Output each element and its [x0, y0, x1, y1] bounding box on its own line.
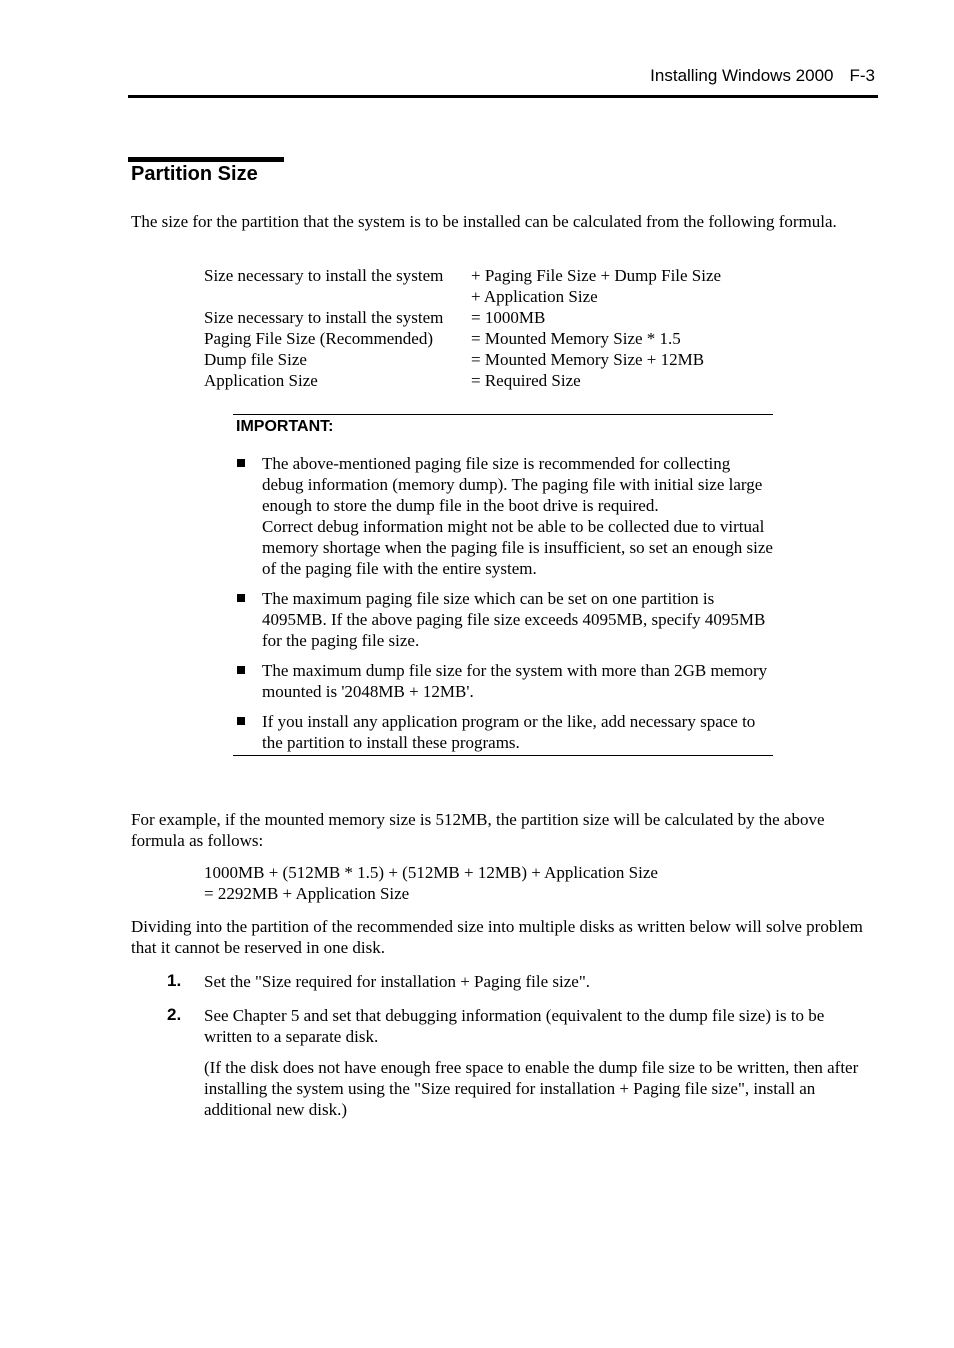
formula-value: = 1000MB	[471, 308, 546, 327]
formula-value: + Application Size	[471, 287, 598, 306]
running-header	[650, 66, 875, 86]
bullet-text: If you install any application program or the like, add necessary space to the partition to install these programs.	[262, 712, 756, 752]
calculation-line: 1000MB + (512MB * 1.5) + (512MB + 12MB) + Application Size	[204, 863, 658, 882]
step-number: 1.	[167, 971, 182, 990]
section-title: Partition Size	[131, 163, 258, 185]
formula-row	[204, 328, 721, 349]
square-bullet-icon	[237, 717, 245, 725]
formula-table	[204, 265, 721, 391]
formula-value: = Required Size	[471, 371, 581, 390]
example-paragraph: For example, if the mounted memory size is 512MB, the partition size will be calculated by the above formula as follows:	[131, 810, 825, 850]
important-box	[233, 414, 773, 756]
step-list	[131, 971, 876, 1120]
important-bullet	[233, 660, 773, 702]
step-text: Set the "Size required for installation + Paging file size".	[204, 972, 591, 991]
dividing-paragraph: Dividing into the partition of the recommended size into multiple disks as written below will solve problem that it cannot be reserved in one disk.	[131, 917, 863, 957]
step-item	[131, 971, 876, 992]
bullet-text: The maximum dump file size for the system with more than 2GB memory mounted is '2048MB + 12MB'.	[262, 661, 768, 701]
formula-value: + Paging File Size + Dump File Size	[471, 266, 722, 285]
important-bullet	[233, 453, 773, 579]
formula-row	[204, 265, 721, 286]
step-text: See Chapter 5 and set that debugging information (equivalent to the dump file size) is to be written to a separate disk.	[204, 1006, 825, 1046]
square-bullet-icon	[237, 459, 245, 467]
page-number: F-3	[849, 66, 875, 85]
formula-term	[204, 286, 471, 307]
heading-bar	[128, 157, 284, 162]
chapter-title: Installing Windows 2000	[650, 66, 834, 85]
important-title: IMPORTANT:	[236, 418, 334, 435]
example-calculation	[204, 862, 658, 904]
formula-value: = Mounted Memory Size * 1.5	[471, 329, 681, 348]
formula-value: = Mounted Memory Size + 12MB	[471, 350, 705, 369]
formula-term: Application Size	[204, 371, 318, 390]
formula-term: Paging File Size (Recommended)	[204, 329, 433, 348]
intro-paragraph: The size for the partition that the system is to be installed can be calculated from the following formula.	[131, 212, 837, 231]
step-number: 2.	[167, 1005, 182, 1024]
calculation-result: = 2292MB + Application Size	[204, 884, 410, 903]
square-bullet-icon	[237, 666, 245, 674]
important-bullet	[233, 711, 773, 753]
formula-row	[204, 286, 721, 307]
formula-row	[204, 307, 721, 328]
formula-row	[204, 349, 721, 370]
formula-term: Dump file Size	[204, 350, 307, 369]
bullet-text: The above-mentioned paging file size is recommended for collecting debug information (memory dump). The paging file with initial size large enough to store the dump file in the boot drive is required.	[262, 454, 763, 515]
step-note: (If the disk does not have enough free space to enable the dump file size to be written, then after installing the system using the "Size required for installation + Paging file size", install an additional new disk.)	[204, 1058, 859, 1119]
step-item	[131, 1005, 876, 1047]
formula-term: Size necessary to install the system	[204, 308, 444, 327]
square-bullet-icon	[237, 594, 245, 602]
formula-term: Size necessary to install the system	[204, 266, 444, 285]
bullet-extra-text: Correct debug information might not be able to be collected due to virtual memory shortage when the paging file is insufficient, so set an enough size of the paging file with the entire system.	[262, 517, 773, 578]
header-rule	[128, 95, 878, 98]
important-bullet	[233, 588, 773, 651]
formula-row	[204, 370, 721, 391]
bullet-text: The maximum paging file size which can be set on one partition is 4095MB. If the above paging file size exceeds 4095MB, specify 4095MB for the paging file size.	[262, 589, 766, 650]
